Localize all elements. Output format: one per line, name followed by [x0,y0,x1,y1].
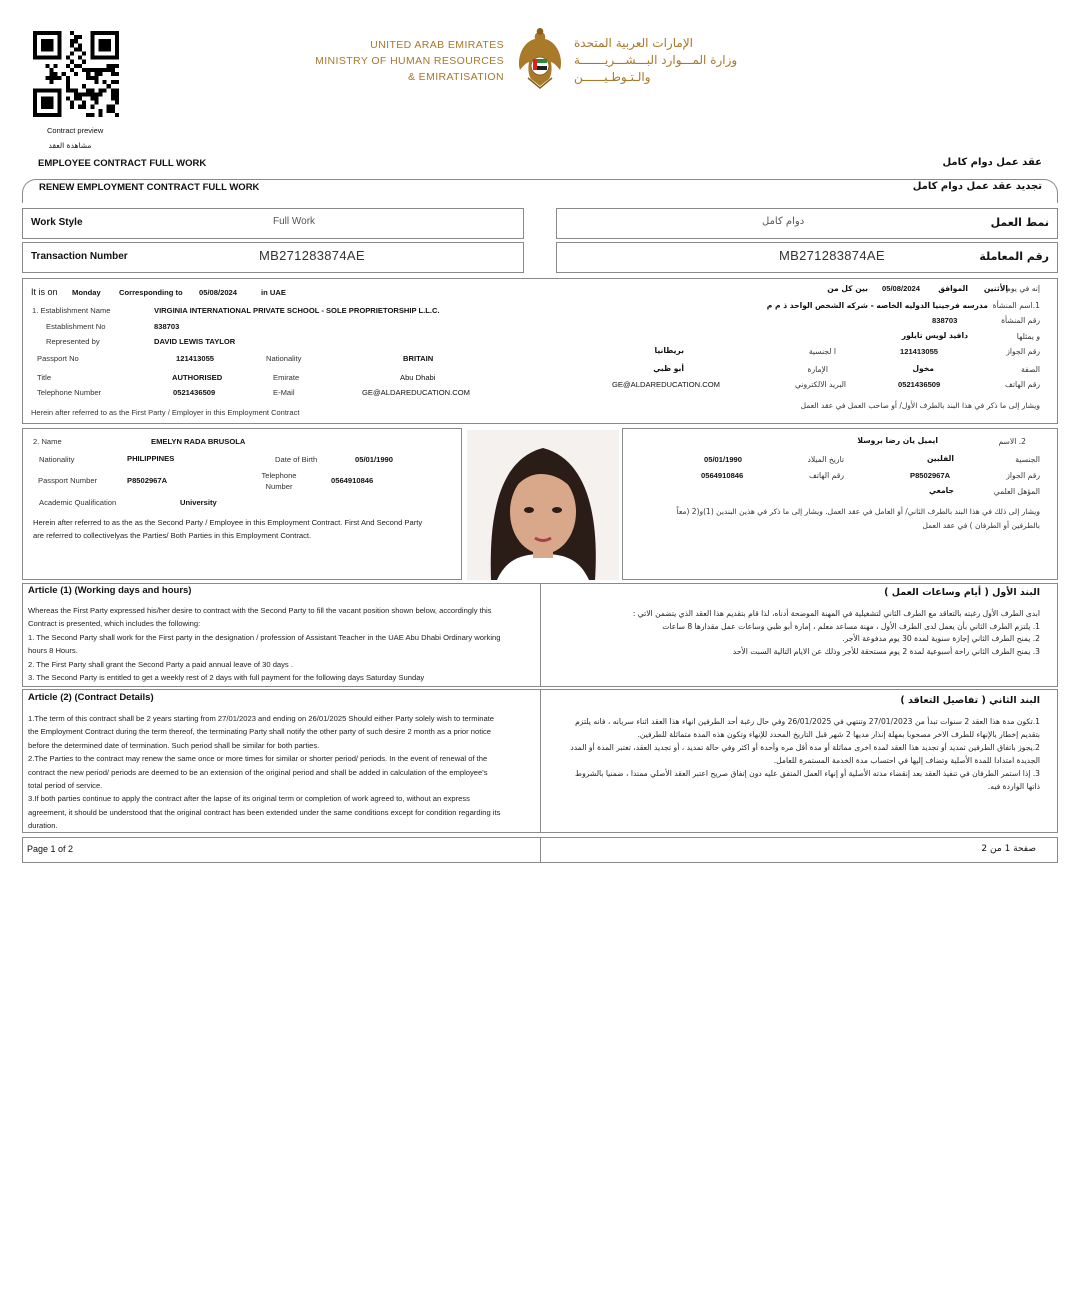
ministry-name-en: UNITED ARAB EMIRATES MINISTRY OF HUMAN RESOURCES & EMIRATISATION [315,39,504,83]
article-1-body-en: Whereas the First Party expressed his/her desire to contract with the Second Party to fill the vacant position shown below, accordingly this Contract is presented, which includes the following: 1. The Second Party shall work for the First party in the designation / profession of Assistant Teacher in the UAE Abu Dhabi Ordinary working hours 8 Hours. 2. The First Party shall grant the Second Party a paid annual leave of 30 days . 3. The Second Party is entitled to get a weekly rest of 2 days with full payment for the following days Saturday Sunday [28,606,501,683]
title-value: AUTHORISED [172,373,223,382]
ar-day-value: الأثنين [983,284,1008,293]
transaction-number: MB271283874AE [259,248,365,263]
ar-emirate-label: الإمارة [807,365,828,374]
work-style-box-ar [556,208,1058,239]
transaction-box-en [22,242,524,273]
work-style-box-en [22,208,524,239]
ar-nationality-value: بريطانيا [654,346,684,355]
uae-falcon-emblem-icon [514,26,566,90]
contract-date: 05/08/2024 [199,288,238,297]
ar-between-label: بين كل من [827,284,868,293]
ar-telephone-value: 0521436509 [898,380,941,389]
contract-subtype-ar: تجديد عقد عمل دوام كامل [912,181,1042,192]
contract-preview-label-ar: مشاهدة العقد [48,141,92,150]
ar-email-value: GE@ALDAREDUCATION.COM [612,380,720,389]
employee-nationality-label: Nationality [39,455,75,464]
ar-date-of-birth-label: تاريخ الميلاد [807,455,844,464]
article-1-body-ar: ابدى الطرف الأول رغبته بالتعاقد مع الطرف الثاني لتشغيلية في المهنة الموضحة أدناه، لذا قام بتقديم هذا العقد الذي يتضمن الاتي : 1. يلتزم الطرف الثاني بأن يعمل لدى الطرف الأول ، مهنة مساعد معلم ، إمارة أبو ظبي وساعات عمل مقدارها 8 ساعات 2. يمنح الطرف الثاني إجازة سنوية لمدة 30 يوم مدفوعة الأجر. 3. يمنح الطرف الثاني راحة أسبوعية لمدة 2 يوم مستحقة للأجر وذلك عن الايام التالية السبت الأحد [632,609,1040,656]
page-number-en: Page 1 of 2 [27,844,74,854]
second-party-section-ar [622,428,1058,580]
transaction-box-ar [556,242,1058,273]
establishment-name: VIRGINIA INTERNATIONAL PRIVATE SCHOOL - SOLE PROPRIETORSHIP L.L.C. [154,306,440,315]
article-1-title-en: Article (1) (Working days and hours) [28,585,192,596]
ministry-name-ar: الإمارات العربية المتحدة وزارة المـــوارد البـــشـــريـــــــة والـتـوطـيــــــن [574,36,738,84]
employee-photo-icon [467,430,619,580]
first-party-footer-ar: ويشار إلى ما ذكر في هذا البند بالطرف الأول/ أو صاحب العمل في عقد العمل [800,401,1040,410]
page-number-ar: صفحة 1 من 2 [981,844,1036,854]
employee-passport: P8502967A [127,476,168,485]
ar-telephone-label: رقم الهاتف [1005,380,1040,389]
transaction-label: Transaction Number [31,251,128,262]
ar-day-label: إنه في يوم [1006,284,1040,293]
date-of-birth-label: Date of Birth [275,455,318,464]
work-style-value: Full Work [273,216,316,227]
ar-employee-nationality-label: الجنسية [1015,455,1040,464]
employee-name: EMELYN RADA BRUSOLA [151,437,246,446]
represented-by-label: Represented by [46,337,100,346]
it-is-on-label: It is on [31,287,58,297]
employee-name-label: 2. Name [33,437,62,446]
date-of-birth: 05/01/1990 [355,455,394,464]
article-2-body-en: 1.The term of this contract shall be 2 years starting from 27/01/2023 and ending on 26/01/2025 Should either Party solely wish to terminate the Employment Contract during the term thereof, the terminating Party shall notify the other party of such desire 2 month as a prior notice before the determined date of termination. Such period shall be similar for both parties. 2.The Parties to the contract may renew the same once or more times for similar or shorter period/ periods. In the event of renewal of the contract the new period/ periods are deemed to be an extension of the original period and shall be added in calculation of the employee's total period of service. 3.If both parties continue to apply the contract after the lapse of its original term or completion of work agreed to, without an express agreement, it should be understood that the original contract has been extended under the same conditions except for condition regarding its duration. [28,714,501,831]
page-footer-divider [540,838,541,862]
first-party-footer-en: Herein after referred to as the First Party / Employer in this Employment Contract [31,408,300,417]
ar-employee-nationality: الفلبين [926,454,954,463]
work-style-label: Work Style [31,217,83,228]
ar-passport-value: 121413055 [900,347,939,356]
ar-employee-passport-label: رقم الجواز [1006,471,1040,480]
ar-employee-telephone: 0564910846 [701,471,744,480]
employee-telephone: 0564910846 [331,476,374,485]
ar-emirate-value: أبو ظبي [653,364,684,373]
qualification-label: Academic Qualification [39,498,117,507]
ar-email-label: البريد الالكتروني [795,380,846,389]
telephone-label: Telephone Number [37,388,102,397]
employee-passport-label: Passport Number [38,476,98,485]
establishment-no-label: Establishment No [46,322,106,331]
ar-employee-passport: P8502967A [910,471,951,480]
qualification: University [180,498,217,507]
passport-no: 121413055 [176,354,215,363]
employee-telephone-label: Telephone Number [261,471,297,491]
title-label: Title [37,373,52,382]
ar-represented-by: دافيد لويس تايلور [901,331,968,340]
contract-subtype-en: RENEW EMPLOYMENT CONTRACT FULL WORK [39,182,260,193]
ar-employee-name-label: 2. الاسم [998,437,1026,446]
ar-date-of-birth: 05/01/1990 [704,455,743,464]
ar-establishment-no: 838703 [932,316,958,325]
ar-contract-date: 05/08/2024 [882,284,921,293]
ar-represented-by-label: و يمثلها [1016,332,1040,341]
second-party-footer-en: Herein after referred to as the as the Second Party / Employee in this Employment Contract. First And Second Party are referred to collectivelyas the Parties/ Both Parties in this Employment Contract. [33,518,423,540]
emirate-value: Abu Dhabi [400,373,436,382]
day-value: Monday [72,288,101,297]
article-2-title-en: Article (2) (Contract Details) [28,692,154,703]
article-1-title-ar: البند الأول ( أيام وساعات العمل ) [884,587,1040,598]
ar-passport-label: رقم الجواز [1006,347,1040,356]
ar-establishment-name: مدرسه فرجينيا الدوليه الخاصه - شركه الشخص الواحد ذ م م [766,301,988,310]
transaction-number-ar-side: MB271283874AE [779,248,885,263]
second-party-footer-ar: ويشار إلى ذلك في هذا البند بالطرف الثاني/ أو العامل في عقد العمل. ويشار إلى ما ذكر في هذين البندين (1)و(2 (معاً بالطرفين أو الطرفان ) في عقد العمل [676,507,1040,530]
nationality-label: Nationality [266,354,302,363]
contract-type-ar: عقد عمل دوام كامل [942,157,1042,168]
email-label: E-Mail [273,388,295,397]
telephone-value: 0521436509 [173,388,216,397]
ar-qualification: جامعي [929,486,954,495]
transaction-label-ar: رقم المعاملة [979,250,1049,263]
emirate-label: Emirate [273,373,300,382]
work-style-value-ar: دوام كامل [762,216,805,227]
article-2-body-ar: 1.تكون مدة هذا العقد 2 سنوات تبدأ من 27/01/2023 وتنتهي في 26/01/2025 وفي حال رغبة أحد الطرفين انهاء هذا العقد اثناء سريانه ، فانه يلتزم بتقديم إخطار بالإنهاء للطرف الاخر مصحوبا بمهلة إنذار مديها 2 شهر قبل التاريخ المحدد للإنهاء وتكون هذه المدة متماثلة للطرفين. 2.يجوز باتفاق الطرفين تمديد أو تجديد هذا العقد لمدة اخرى مماثلة أو مدة أقل مره وأحدة أو اكثر وفي حالة تمديد ، أو تجديد العقد، تعتبر المدة أو المدد الجديدة امتدادا للمدة الأصلية وتضاف إليها في احتساب مدة الخدمة المستمرة للعامل. 3. إذا استمر الطرفان في تنفيذ العقد بعد إنقضاء مدته الأصلية أو إنهاء العمل المتفق عليه دون إتفاق صريح اعتبر العقد الأصلي ممتدا ، ضمنيا بالشروط ذاتها الواردة فيه. [570,717,1040,791]
nationality: BRITAIN [403,354,434,363]
passport-no-label: Passport No [37,354,79,363]
establishment-name-label: 1. Establishment Name [32,306,111,315]
qr-code-icon [33,31,119,117]
ar-qualification-label: المؤهل العلمي [993,487,1040,496]
work-style-label-ar: نمط العمل [990,216,1049,229]
ar-title-label: الصفة [1021,365,1040,374]
ar-title-value: مخول [912,364,934,373]
ar-nationality-label: ا لجنسية [808,347,836,356]
email-value: GE@ALDAREDUCATION.COM [362,388,470,397]
establishment-no: 838703 [154,322,180,331]
article-2-title-ar: البند الثاني ( تفاصيل التعاقد ) [900,695,1040,706]
contract-preview-label: Contract preview [47,126,104,135]
represented-by: DAVID LEWIS TAYLOR [154,337,236,346]
ar-employee-telephone-label: رقم الهاتف [809,471,844,480]
ar-employee-name: ايميل يان رضا بروسلا [857,436,938,445]
corresponding-label: Corresponding to [119,288,183,297]
employee-nationality: PHILIPPINES [127,454,175,463]
ar-establishment-name-label: 1.اسم المنشأة [992,301,1040,310]
in-uae-label: in UAE [261,288,286,297]
contract-type-en: EMPLOYEE CONTRACT FULL WORK [38,158,207,169]
ar-corresponding-label: الموافق [938,284,968,293]
ar-establishment-no-label: رقم المنشأة [1001,316,1040,325]
